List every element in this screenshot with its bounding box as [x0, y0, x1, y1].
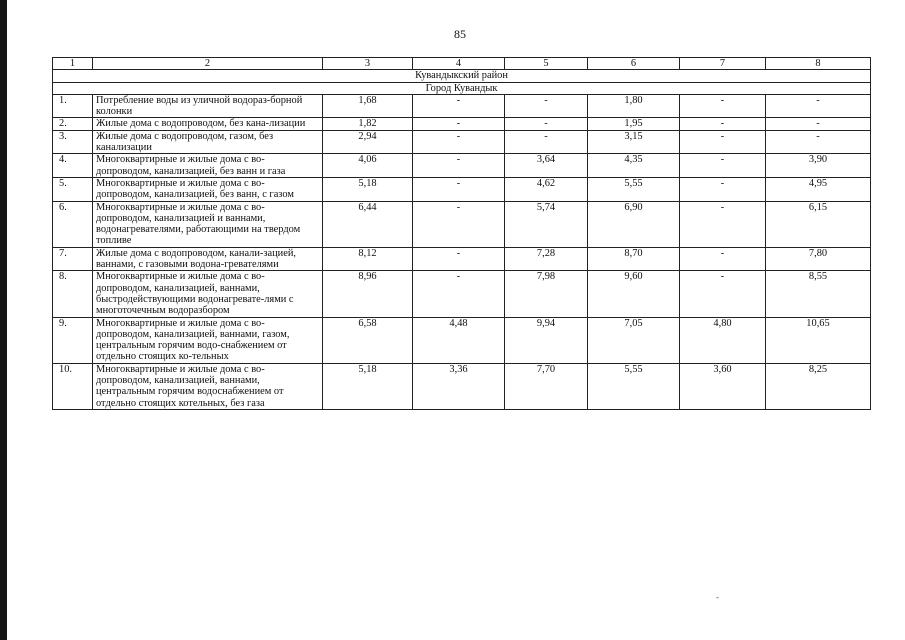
value-col-8: 8,25 — [766, 363, 871, 409]
value-col-7: 3,60 — [680, 363, 766, 409]
value-col-3: 1,82 — [323, 118, 413, 130]
row-number: 7. — [53, 247, 93, 271]
value-col-7: - — [680, 247, 766, 271]
value-col-5: 5,74 — [505, 201, 588, 247]
value-col-4: - — [413, 201, 505, 247]
column-header: 5 — [505, 58, 588, 70]
row-number: 5. — [53, 177, 93, 201]
value-col-3: 5,18 — [323, 177, 413, 201]
value-col-4: 3,36 — [413, 363, 505, 409]
value-col-5: 7,70 — [505, 363, 588, 409]
table-row — [53, 201, 871, 247]
row-description: Многоквартирные и жилые дома с во-допроводом, канализацией, ваннами, центральным горячим водоснабжением от отдельно стоящих котельных, без газа — [93, 363, 323, 409]
row-number: 9. — [53, 317, 93, 363]
row-description: Жилые дома с водопроводом, канали-зацией, ваннами, с газовыми водона-гревателями — [93, 247, 323, 271]
column-header: 3 — [323, 58, 413, 70]
row-description: Многоквартирные и жилые дома с во-допроводом, канализацией, ваннами, газом, центральным горячим водо-снабжением от отдельно стоящих ко-тельных — [93, 317, 323, 363]
value-col-7: - — [680, 130, 766, 154]
value-col-4: - — [413, 94, 505, 118]
column-header: 6 — [588, 58, 680, 70]
column-number-row — [53, 58, 871, 70]
value-col-6: 6,90 — [588, 201, 680, 247]
row-number: 6. — [53, 201, 93, 247]
value-col-8: 10,65 — [766, 317, 871, 363]
value-col-6: 1,80 — [588, 94, 680, 118]
value-col-5: 7,28 — [505, 247, 588, 271]
row-number: 8. — [53, 271, 93, 317]
district-name: Кувандыкский район — [53, 70, 871, 82]
value-col-6: 9,60 — [588, 271, 680, 317]
value-col-3: 1,68 — [323, 94, 413, 118]
value-col-7: - — [680, 94, 766, 118]
value-col-8: - — [766, 118, 871, 130]
table-row — [53, 118, 871, 130]
value-col-7: 4,80 — [680, 317, 766, 363]
value-col-5: - — [505, 118, 588, 130]
value-col-8: 8,55 — [766, 271, 871, 317]
value-col-4: - — [413, 177, 505, 201]
value-col-8: - — [766, 94, 871, 118]
row-description: Многоквартирные и жилые дома с во-допроводом, канализацией, ваннами, быстродействующими водонагревате-лями с многоточечным водоразбором — [93, 271, 323, 317]
value-col-7: - — [680, 177, 766, 201]
value-col-5: 9,94 — [505, 317, 588, 363]
value-col-8: 6,15 — [766, 201, 871, 247]
district-row — [53, 70, 871, 82]
row-number: 10. — [53, 363, 93, 409]
value-col-6: 8,70 — [588, 247, 680, 271]
row-description: Многоквартирные и жилые дома с во-допроводом, канализацией и ваннами, водонагревателями, работающими на твердом топливе — [93, 201, 323, 247]
value-col-7: - — [680, 271, 766, 317]
table-row — [53, 247, 871, 271]
tariff-table — [52, 57, 871, 410]
table-row — [53, 177, 871, 201]
value-col-6: 3,15 — [588, 130, 680, 154]
row-description: Потребление воды из уличной водораз-борной колонки — [93, 94, 323, 118]
value-col-3: 2,94 — [323, 130, 413, 154]
row-number: 3. — [53, 130, 93, 154]
value-col-3: 6,44 — [323, 201, 413, 247]
page-number: 85 — [454, 27, 466, 41]
value-col-6: 5,55 — [588, 177, 680, 201]
row-description: Многоквартирные и жилые дома с во-допроводом, канализацией, без ванн, с газом — [93, 177, 323, 201]
value-col-4: - — [413, 271, 505, 317]
city-name: Город Кувандык — [53, 82, 871, 94]
value-col-4: - — [413, 130, 505, 154]
table-row — [53, 317, 871, 363]
value-col-7: - — [680, 118, 766, 130]
value-col-3: 4,06 — [323, 154, 413, 178]
table-row — [53, 363, 871, 409]
value-col-4: - — [413, 154, 505, 178]
row-description: Жилые дома с водопроводом, газом, без канализации — [93, 130, 323, 154]
value-col-6: 5,55 — [588, 363, 680, 409]
value-col-5: - — [505, 94, 588, 118]
scan-mark: - — [716, 592, 719, 602]
value-col-7: - — [680, 201, 766, 247]
value-col-3: 8,96 — [323, 271, 413, 317]
value-col-4: - — [413, 118, 505, 130]
value-col-6: 4,35 — [588, 154, 680, 178]
column-header: 4 — [413, 58, 505, 70]
row-description: Многоквартирные и жилые дома с во-допроводом, канализацией, без ванн и газа — [93, 154, 323, 178]
value-col-8: 7,80 — [766, 247, 871, 271]
row-description: Жилые дома с водопроводом, без кана-лизации — [93, 118, 323, 130]
value-col-4: 4,48 — [413, 317, 505, 363]
table-row — [53, 94, 871, 118]
value-col-5: 3,64 — [505, 154, 588, 178]
city-row — [53, 82, 871, 94]
value-col-3: 8,12 — [323, 247, 413, 271]
table-row — [53, 154, 871, 178]
row-number: 1. — [53, 94, 93, 118]
value-col-6: 7,05 — [588, 317, 680, 363]
value-col-5: 7,98 — [505, 271, 588, 317]
value-col-3: 6,58 — [323, 317, 413, 363]
value-col-7: - — [680, 154, 766, 178]
scan-edge-bar — [0, 0, 7, 640]
value-col-4: - — [413, 247, 505, 271]
column-header: 2 — [93, 58, 323, 70]
table-row — [53, 130, 871, 154]
column-header: 7 — [680, 58, 766, 70]
table-row — [53, 271, 871, 317]
value-col-6: 1,95 — [588, 118, 680, 130]
value-col-8: 3,90 — [766, 154, 871, 178]
value-col-5: - — [505, 130, 588, 154]
value-col-8: - — [766, 130, 871, 154]
value-col-8: 4,95 — [766, 177, 871, 201]
row-number: 2. — [53, 118, 93, 130]
value-col-5: 4,62 — [505, 177, 588, 201]
column-header: 1 — [53, 58, 93, 70]
value-col-3: 5,18 — [323, 363, 413, 409]
column-header: 8 — [766, 58, 871, 70]
row-number: 4. — [53, 154, 93, 178]
